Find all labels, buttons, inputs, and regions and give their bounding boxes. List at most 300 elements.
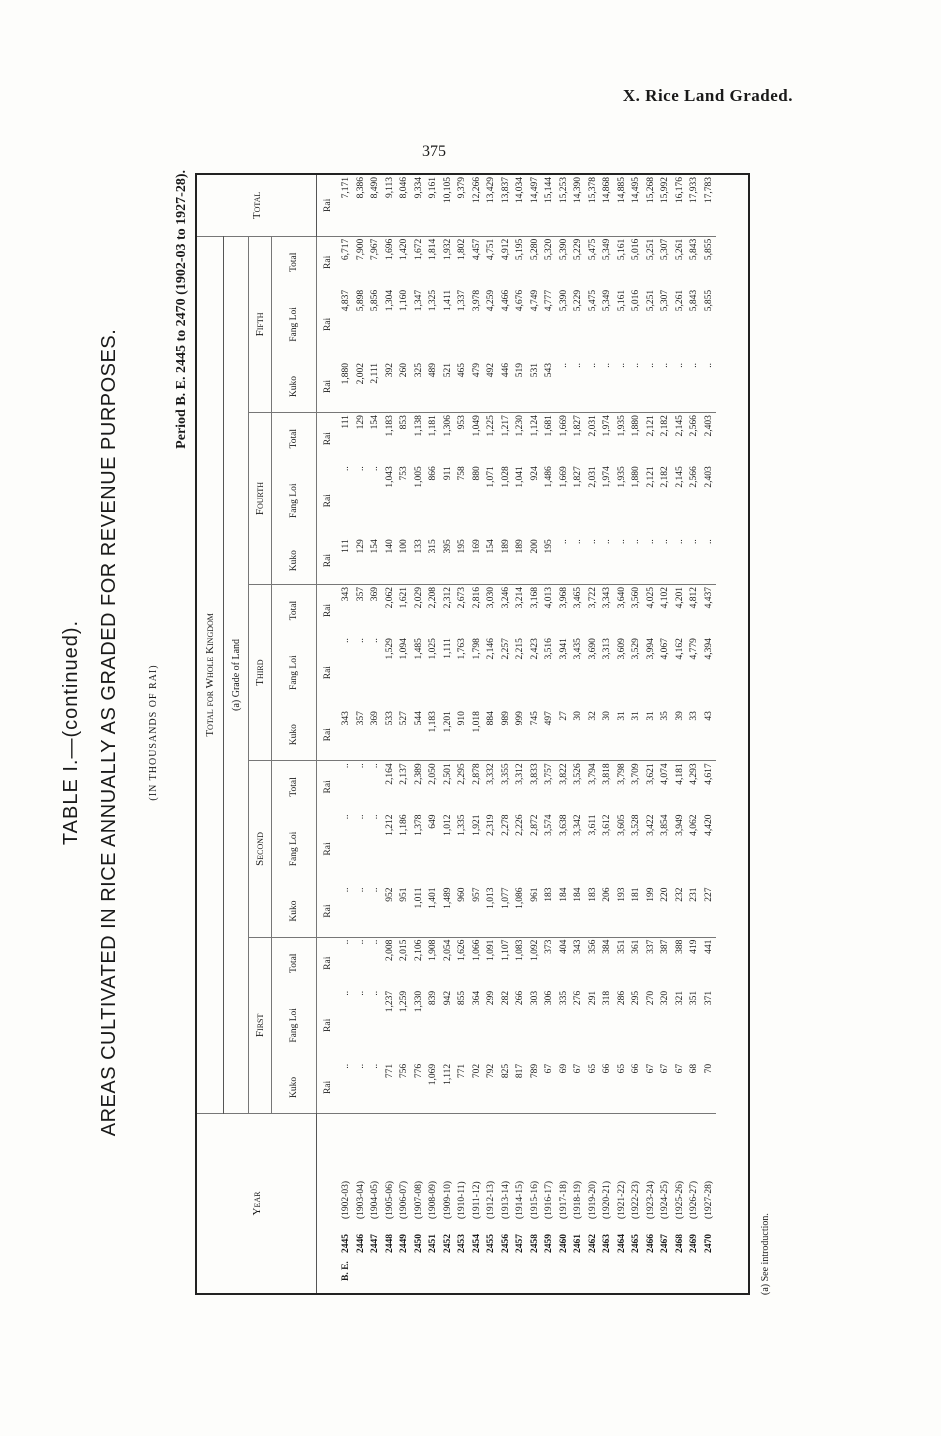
table-cell: 1,347 xyxy=(413,289,424,312)
subheader-fang-loi: Fang Loi xyxy=(272,464,317,537)
year-be: 2463 xyxy=(602,1234,612,1253)
table-cell: 2,146 xyxy=(486,638,496,660)
table-cell: 2,182 xyxy=(660,466,670,488)
table-cell: 4,751 xyxy=(486,238,496,261)
table-cell: 291 xyxy=(587,990,598,1006)
table-cell: 3,422 xyxy=(645,814,656,836)
table-cell: 5,016 xyxy=(631,238,641,261)
table-cell: 31 xyxy=(629,709,644,761)
table-cell: 1,259 xyxy=(399,990,409,1013)
table-cell: 8,490 xyxy=(368,175,383,236)
table-cell: 2,031 xyxy=(587,466,598,488)
table-cell: 4,437 xyxy=(703,586,714,609)
table-cell: 4,181 xyxy=(674,763,685,785)
year-be: 2448 xyxy=(384,1234,395,1253)
table-cell: .. xyxy=(341,990,351,996)
table-cell: 1,378 xyxy=(413,814,424,836)
table-cell: 7,967 xyxy=(370,238,380,261)
table-cell: 206 xyxy=(600,886,615,938)
table-row xyxy=(383,175,398,1293)
year-ce: (1918-19) xyxy=(573,1181,583,1219)
table-cell: 4,201 xyxy=(674,586,685,609)
table-cell: 5,320 xyxy=(544,238,554,261)
data-table-frame xyxy=(195,173,750,1295)
table-cell: 5,898 xyxy=(355,289,366,312)
unit-row xyxy=(317,175,340,1293)
table-cell: 3,978 xyxy=(471,289,482,312)
table-cell: 1,974 xyxy=(602,415,612,437)
unit-cell: Rai xyxy=(323,780,333,794)
year-ce: (1922-23) xyxy=(631,1181,641,1219)
year-ce: (1921-22) xyxy=(616,1181,627,1219)
table-cell: 960 xyxy=(455,886,470,938)
year-be: 2464 xyxy=(616,1234,627,1253)
table-cell: 266 xyxy=(515,990,525,1006)
unit-cell-year xyxy=(317,1114,340,1294)
year-be: 2451 xyxy=(428,1234,438,1253)
table-cell: 2,295 xyxy=(457,763,467,785)
table-cell: 65 xyxy=(615,1062,630,1114)
table-cell: 1,401 xyxy=(426,886,441,938)
table-cell: 3,612 xyxy=(602,814,612,836)
table-cell: .. xyxy=(586,537,601,584)
year-be: 2452 xyxy=(442,1234,453,1253)
year-cell xyxy=(513,1114,528,1294)
table-cell: 1,798 xyxy=(471,638,482,660)
table-cell: 65 xyxy=(586,1062,601,1114)
table-cell: .. xyxy=(341,939,351,945)
table-cell: 15,144 xyxy=(542,175,557,236)
table-row xyxy=(644,175,659,1293)
unit-cell: Rai xyxy=(317,709,340,761)
table-cell: 189 xyxy=(499,537,514,584)
table-cell: 404 xyxy=(558,939,569,954)
year-ce: (1912-13) xyxy=(486,1181,496,1219)
table-cell: 154 xyxy=(368,537,383,584)
table-cell: .. xyxy=(571,361,586,413)
table-cell: 39 xyxy=(673,709,688,761)
table-row xyxy=(586,175,601,1293)
table-cell: 343 xyxy=(573,939,583,954)
table-cell: .. xyxy=(629,361,644,413)
table-cell: 318 xyxy=(602,990,612,1006)
table-cell: 373 xyxy=(544,939,554,954)
table-cell: 35 xyxy=(658,709,673,761)
table-cell: .. xyxy=(355,990,366,996)
table-cell: 1,802 xyxy=(457,238,467,261)
table-body xyxy=(339,175,716,1293)
year-cell xyxy=(412,1114,427,1294)
table-cell: 855 xyxy=(457,990,467,1006)
table-cell: 1,489 xyxy=(441,886,456,938)
table-cell: 17,783 xyxy=(702,175,717,236)
table-cell: 68 xyxy=(687,1062,702,1114)
table-cell: 2,015 xyxy=(399,939,409,962)
table-cell: 3,313 xyxy=(602,638,612,660)
table-cell: 1,921 xyxy=(471,814,482,836)
table-cell: 951 xyxy=(397,886,412,938)
table-cell: 3,342 xyxy=(573,814,583,836)
table-row xyxy=(600,175,615,1293)
table-cell: 17,933 xyxy=(687,175,702,236)
table-cell: 4,062 xyxy=(689,814,699,836)
table-cell: 3,794 xyxy=(587,763,598,785)
table-cell: .. xyxy=(354,886,369,938)
table-cell: 1,086 xyxy=(513,886,528,938)
table-cell: .. xyxy=(615,361,630,413)
table-cell: 5,390 xyxy=(558,289,569,312)
table-cell: 67 xyxy=(542,1062,557,1114)
table-cell: 1,043 xyxy=(384,466,395,488)
table-cell: 5,843 xyxy=(689,289,699,312)
table-cell: 4,457 xyxy=(471,238,482,261)
table-row xyxy=(615,175,630,1293)
table-cell: 533 xyxy=(383,709,398,761)
table-cell: 1,012 xyxy=(442,814,453,836)
table-cell: 1,330 xyxy=(413,990,424,1013)
year-be: 2449 xyxy=(399,1234,409,1253)
table-cell: 306 xyxy=(544,990,554,1006)
table-cell: 14,034 xyxy=(513,175,528,236)
table-cell: 853 xyxy=(399,415,409,430)
table-cell: 3,640 xyxy=(616,586,627,609)
table-cell: 3,435 xyxy=(573,638,583,660)
table-cell: 1,225 xyxy=(486,415,496,437)
table-cell: 1,112 xyxy=(441,1062,456,1114)
table-cell: 15,992 xyxy=(658,175,673,236)
table-cell: 4,779 xyxy=(689,638,699,660)
year-cell xyxy=(455,1114,470,1294)
table-cell: 446 xyxy=(499,361,514,413)
table-cell: 181 xyxy=(629,886,644,938)
table-cell: 441 xyxy=(703,939,714,954)
table-row xyxy=(499,175,514,1293)
section-title: X. Rice Land Graded. xyxy=(622,86,793,105)
table-cell: 1,932 xyxy=(442,238,453,261)
table-cell: 4,837 xyxy=(341,289,351,312)
table-cell: 1,621 xyxy=(399,586,409,609)
table-cell: 220 xyxy=(658,886,673,938)
table-cell: 2,278 xyxy=(500,814,511,836)
year-cell xyxy=(542,1114,557,1294)
table-cell: 8,386 xyxy=(354,175,369,236)
table-row xyxy=(397,175,412,1293)
table-cell: 4,025 xyxy=(645,586,656,609)
unit-cell: Rai xyxy=(323,842,333,856)
table-cell: 3,968 xyxy=(558,586,569,609)
table-cell: 27 xyxy=(557,709,572,761)
table-cell: 1,935 xyxy=(616,466,627,488)
year-be: 2457 xyxy=(515,1234,525,1253)
table-cell: 69 xyxy=(557,1062,572,1114)
table-cell: 5,855 xyxy=(703,238,714,261)
table-cell: 2,208 xyxy=(428,586,438,609)
table-cell: 4,162 xyxy=(674,638,685,660)
table-cell: 1,420 xyxy=(399,238,409,261)
table-cell: 1,626 xyxy=(457,939,467,962)
subheader-fang-loi: Fang Loi xyxy=(272,812,317,885)
table-cell: 361 xyxy=(631,939,641,954)
table-cell: 286 xyxy=(616,990,627,1006)
year-cell xyxy=(484,1114,499,1294)
year-ce: (1924-25) xyxy=(660,1181,670,1219)
table-cell: 9,161 xyxy=(426,175,441,236)
table-cell: 1,160 xyxy=(399,289,409,312)
year-ce: (1916-17) xyxy=(544,1181,554,1219)
table-cell: .. xyxy=(702,537,717,584)
table-cell: 13,837 xyxy=(499,175,514,236)
subheader-fang-loi: Fang Loi xyxy=(272,288,317,361)
table-cell: 154 xyxy=(484,537,499,584)
table-cell: 10,105 xyxy=(441,175,456,236)
table-cell: .. xyxy=(355,939,366,945)
table-cell: 5,251 xyxy=(645,238,656,261)
table-cell: 2,121 xyxy=(645,415,656,437)
table-cell: 3,611 xyxy=(587,814,598,836)
table-row xyxy=(455,175,470,1293)
table-cell: 5,261 xyxy=(674,238,685,261)
unit-cell: Rai xyxy=(323,255,333,269)
year-cell xyxy=(702,1114,717,1294)
table-cell: 1,094 xyxy=(399,638,409,660)
table-cell: 756 xyxy=(397,1062,412,1114)
year-ce: (1908-09) xyxy=(428,1181,438,1219)
table-cell: 4,420 xyxy=(703,814,714,836)
table-cell: 702 xyxy=(470,1062,485,1114)
year-be: 2459 xyxy=(544,1234,554,1253)
table-cell: 839 xyxy=(428,990,438,1006)
table-cell: 260 xyxy=(397,361,412,413)
table-cell: .. xyxy=(370,466,380,472)
table-cell: 3,798 xyxy=(616,763,627,785)
year-be: 2466 xyxy=(645,1234,656,1253)
table-cell: 1,908 xyxy=(428,939,438,962)
table-cell: 817 xyxy=(513,1062,528,1114)
table-cell: 1,304 xyxy=(384,289,395,312)
table-cell: 5,161 xyxy=(616,238,627,261)
year-ce: (1905-06) xyxy=(384,1181,395,1219)
table-cell: 369 xyxy=(370,586,380,602)
table-cell: 957 xyxy=(470,886,485,938)
table-row xyxy=(354,175,369,1293)
rice-land-table xyxy=(197,175,716,1293)
table-cell: 14,868 xyxy=(600,175,615,236)
table-cell: 497 xyxy=(542,709,557,761)
table-cell: 4,676 xyxy=(515,289,525,312)
table-cell: 67 xyxy=(673,1062,688,1114)
table-cell: 4,259 xyxy=(486,289,496,312)
header-fifth: Fifth xyxy=(249,236,272,412)
table-cell: 1,111 xyxy=(442,638,453,659)
table-cell: 3,332 xyxy=(486,763,496,785)
year-be: 2446 xyxy=(355,1234,366,1253)
year-cell xyxy=(528,1114,543,1294)
table-cell: 189 xyxy=(513,537,528,584)
table-title: TABLE I.—(continued). xyxy=(60,619,82,846)
table-cell: 169 xyxy=(470,537,485,584)
table-cell: 3,949 xyxy=(674,814,685,836)
table-row xyxy=(702,175,717,1293)
table-cell: 2,029 xyxy=(413,586,424,609)
table-cell: 15,268 xyxy=(644,175,659,236)
table-cell: 2,312 xyxy=(442,586,453,609)
table-cell: 14,390 xyxy=(571,175,586,236)
unit-cell: Rai xyxy=(323,956,333,970)
table-cell: 789 xyxy=(528,1062,543,1114)
header-year: Year xyxy=(197,1114,317,1294)
table-cell: 527 xyxy=(397,709,412,761)
table-cell: 4,394 xyxy=(703,638,714,660)
table-cell: .. xyxy=(370,638,380,643)
table-cell: 5,161 xyxy=(616,289,627,312)
year-cell xyxy=(586,1114,601,1294)
table-cell: 392 xyxy=(383,361,398,413)
table-row xyxy=(658,175,673,1293)
table-cell: 2,145 xyxy=(674,415,685,437)
year-ce: (1907-08) xyxy=(413,1181,424,1219)
table-cell: .. xyxy=(368,886,383,938)
table-cell: 9,334 xyxy=(412,175,427,236)
table-row xyxy=(484,175,499,1293)
table-cell: 2,566 xyxy=(689,415,699,437)
table-cell: 2,050 xyxy=(428,763,438,785)
table-cell: .. xyxy=(557,537,572,584)
table-cell: 2,008 xyxy=(384,939,395,962)
table-cell: 2,816 xyxy=(471,586,482,609)
year-cell xyxy=(339,1114,354,1294)
table-cell: 303 xyxy=(529,990,540,1006)
table-cell: 351 xyxy=(689,990,699,1006)
table-cell: 3,529 xyxy=(631,638,641,660)
table-cell: 357 xyxy=(355,586,366,602)
table-cell: 3,526 xyxy=(573,763,583,785)
year-ce: (1902-03) xyxy=(341,1181,351,1219)
table-cell: 14,885 xyxy=(615,175,630,236)
table-cell: 2,872 xyxy=(529,814,540,836)
table-cell: 2,673 xyxy=(457,586,467,609)
table-cell: 5,856 xyxy=(370,289,380,312)
table-cell: 30 xyxy=(600,709,615,761)
table-cell: .. xyxy=(557,361,572,413)
table-cell: 1,077 xyxy=(499,886,514,938)
table-cell: 2,319 xyxy=(486,814,496,836)
table-cell: 531 xyxy=(528,361,543,413)
table-cell: 1,669 xyxy=(558,415,569,437)
table-cell: 9,379 xyxy=(455,175,470,236)
table-cell: .. xyxy=(341,763,351,769)
header-fourth: Fourth xyxy=(249,413,272,585)
table-cell: .. xyxy=(355,466,366,472)
year-ce: (1906-07) xyxy=(399,1181,409,1219)
header-first: First xyxy=(249,937,272,1113)
table-cell: 3,941 xyxy=(558,638,569,660)
table-cell: 1,974 xyxy=(602,466,612,488)
table-cell: 5,280 xyxy=(529,238,540,261)
table-cell: 3,214 xyxy=(515,586,525,609)
table-cell: 1,041 xyxy=(515,466,525,488)
table-row xyxy=(441,175,456,1293)
table-cell: 4,466 xyxy=(500,289,511,312)
table-cell: 2,182 xyxy=(660,415,670,437)
table-cell: 6,717 xyxy=(341,238,351,261)
table-cell: 3,516 xyxy=(544,638,554,660)
table-cell: 387 xyxy=(660,939,670,954)
table-cell: 3,709 xyxy=(631,763,641,785)
unit-cell: Rai xyxy=(323,1018,333,1032)
table-cell: 282 xyxy=(500,990,511,1006)
table-cell: 193 xyxy=(615,886,630,938)
table-cell: 942 xyxy=(442,990,453,1006)
year-ce: (1911-12) xyxy=(471,1181,482,1219)
table-cell: 3,822 xyxy=(558,763,569,785)
table-cell: 4,777 xyxy=(544,289,554,312)
table-cell: .. xyxy=(687,361,702,413)
table-cell: .. xyxy=(673,537,688,584)
table-cell: 356 xyxy=(587,939,598,954)
table-cell: 320 xyxy=(660,990,670,1006)
table-cell: 1,529 xyxy=(384,638,395,660)
subheader-sub-total: Total xyxy=(272,236,317,288)
table-cell: 825 xyxy=(499,1062,514,1114)
table-cell: 67 xyxy=(644,1062,659,1114)
table-cell: 335 xyxy=(558,990,569,1006)
table-cell: 3,560 xyxy=(631,586,641,609)
table-cell: 14,495 xyxy=(629,175,644,236)
table-row xyxy=(339,175,354,1293)
table-cell: 758 xyxy=(457,466,467,481)
table-cell: .. xyxy=(600,537,615,584)
table-cell: 1,049 xyxy=(471,415,482,437)
table-cell: 5,229 xyxy=(573,289,583,312)
table-cell: 884 xyxy=(484,709,499,761)
table-cell: 2,054 xyxy=(442,939,453,962)
table-cell: 295 xyxy=(631,990,641,1006)
table-cell: 66 xyxy=(629,1062,644,1114)
table-cell: 1,325 xyxy=(428,289,438,312)
table-cell: 3,030 xyxy=(486,586,496,609)
table-cell: 3,854 xyxy=(660,814,670,836)
footnote: (a) See introduction. xyxy=(760,1213,771,1295)
table-cell: 1,880 xyxy=(631,415,641,437)
table-cell: 1,025 xyxy=(428,638,438,660)
table-cell: 2,145 xyxy=(674,466,685,488)
header-second: Second xyxy=(249,761,272,937)
year-ce: (1913-14) xyxy=(500,1181,511,1219)
table-cell: 1,669 xyxy=(558,466,569,488)
table-cell: 183 xyxy=(586,886,601,938)
unit-note: (IN THOUSANDS OF RAI) xyxy=(148,664,159,801)
table-cell: 183 xyxy=(542,886,557,938)
table-cell: 419 xyxy=(689,939,699,954)
table-cell: 184 xyxy=(571,886,586,938)
table-cell: 199 xyxy=(644,886,659,938)
table-cell: .. xyxy=(354,1062,369,1114)
table-cell: 1,201 xyxy=(441,709,456,761)
table-cell: 3,605 xyxy=(616,814,627,836)
table-cell: 2,031 xyxy=(587,415,598,437)
table-cell: 5,349 xyxy=(602,289,612,312)
table-cell: 3,833 xyxy=(529,763,540,785)
table-cell: 1,018 xyxy=(470,709,485,761)
table-row xyxy=(513,175,528,1293)
table-cell: 2,215 xyxy=(515,638,525,660)
table-cell: 911 xyxy=(442,466,453,481)
table-cell: 3,722 xyxy=(587,586,598,609)
year-ce: (1920-21) xyxy=(602,1181,612,1219)
table-cell: .. xyxy=(355,638,366,643)
table-cell: 364 xyxy=(471,990,482,1006)
table-cell: 1,935 xyxy=(616,415,627,437)
